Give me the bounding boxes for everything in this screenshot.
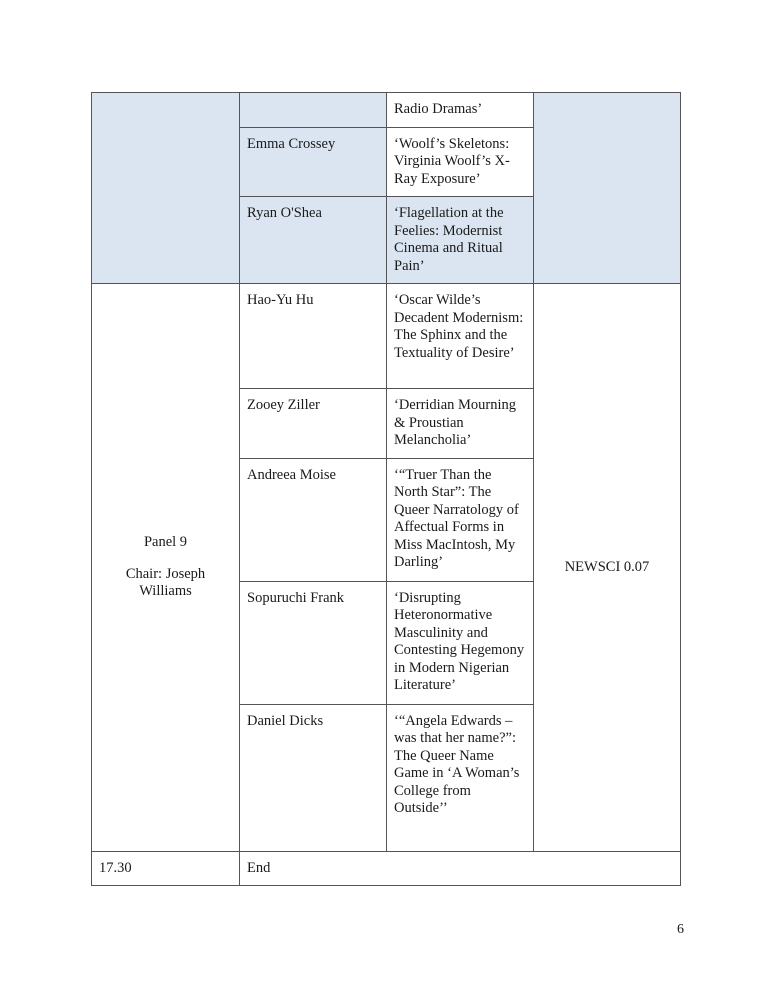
speaker-cell: Hao-Yu Hu: [240, 284, 387, 389]
end-label-cell: End: [240, 851, 681, 886]
paper-title-cell: ‘Woolf’s Skeletons: Virginia Woolf’s X-Ray Exposure’: [387, 127, 534, 197]
table-row: [92, 284, 681, 389]
time-cell: 17.30: [92, 851, 240, 886]
panel-label: Panel 9: [143, 534, 188, 550]
room-cell: NEWSCI 0.07: [534, 284, 681, 852]
paper-title-cell: Radio Dramas’: [387, 93, 534, 128]
paper-title-cell: ‘Flagellation at the Feelies: Modernist Cinema and Ritual Pain’: [387, 197, 534, 284]
speaker-cell: Ryan O'Shea: [240, 197, 387, 284]
speaker-cell: Zooey Ziller: [240, 389, 387, 459]
schedule-table: [91, 92, 681, 886]
table-row: [92, 851, 681, 886]
paper-title-cell: ‘Derridian Mourning & Proustian Melancholia’: [387, 389, 534, 459]
table-row: [92, 93, 681, 128]
page-number: 6: [677, 922, 684, 937]
time-cell: [92, 93, 240, 284]
speaker-cell: [240, 93, 387, 128]
speaker-cell: Andreea Moise: [240, 458, 387, 581]
panel-chair: Chair: Joseph Williams: [125, 565, 206, 599]
speaker-cell: Daniel Dicks: [240, 704, 387, 851]
paper-title-cell: ‘“Angela Edwards – was that her name?”: The Queer Name Game in ‘A Woman’s College from Outside’’: [387, 704, 534, 851]
speaker-cell: Emma Crossey: [240, 127, 387, 197]
paper-title-cell: ‘“Truer Than the North Star”: The Queer Narratology of Affectual Forms in Miss MacIntosh, My Darling’: [387, 458, 534, 581]
paper-title-cell: ‘Disrupting Heteronormative Masculinity and Contesting Hegemony in Modern Nigerian Literature’: [387, 581, 534, 704]
speaker-cell: Sopuruchi Frank: [240, 581, 387, 704]
room-cell: [534, 93, 681, 284]
panel-chair-cell: [92, 284, 240, 852]
paper-title-cell: ‘Oscar Wilde’s Decadent Modernism: The Sphinx and the Textuality of Desire’: [387, 284, 534, 389]
